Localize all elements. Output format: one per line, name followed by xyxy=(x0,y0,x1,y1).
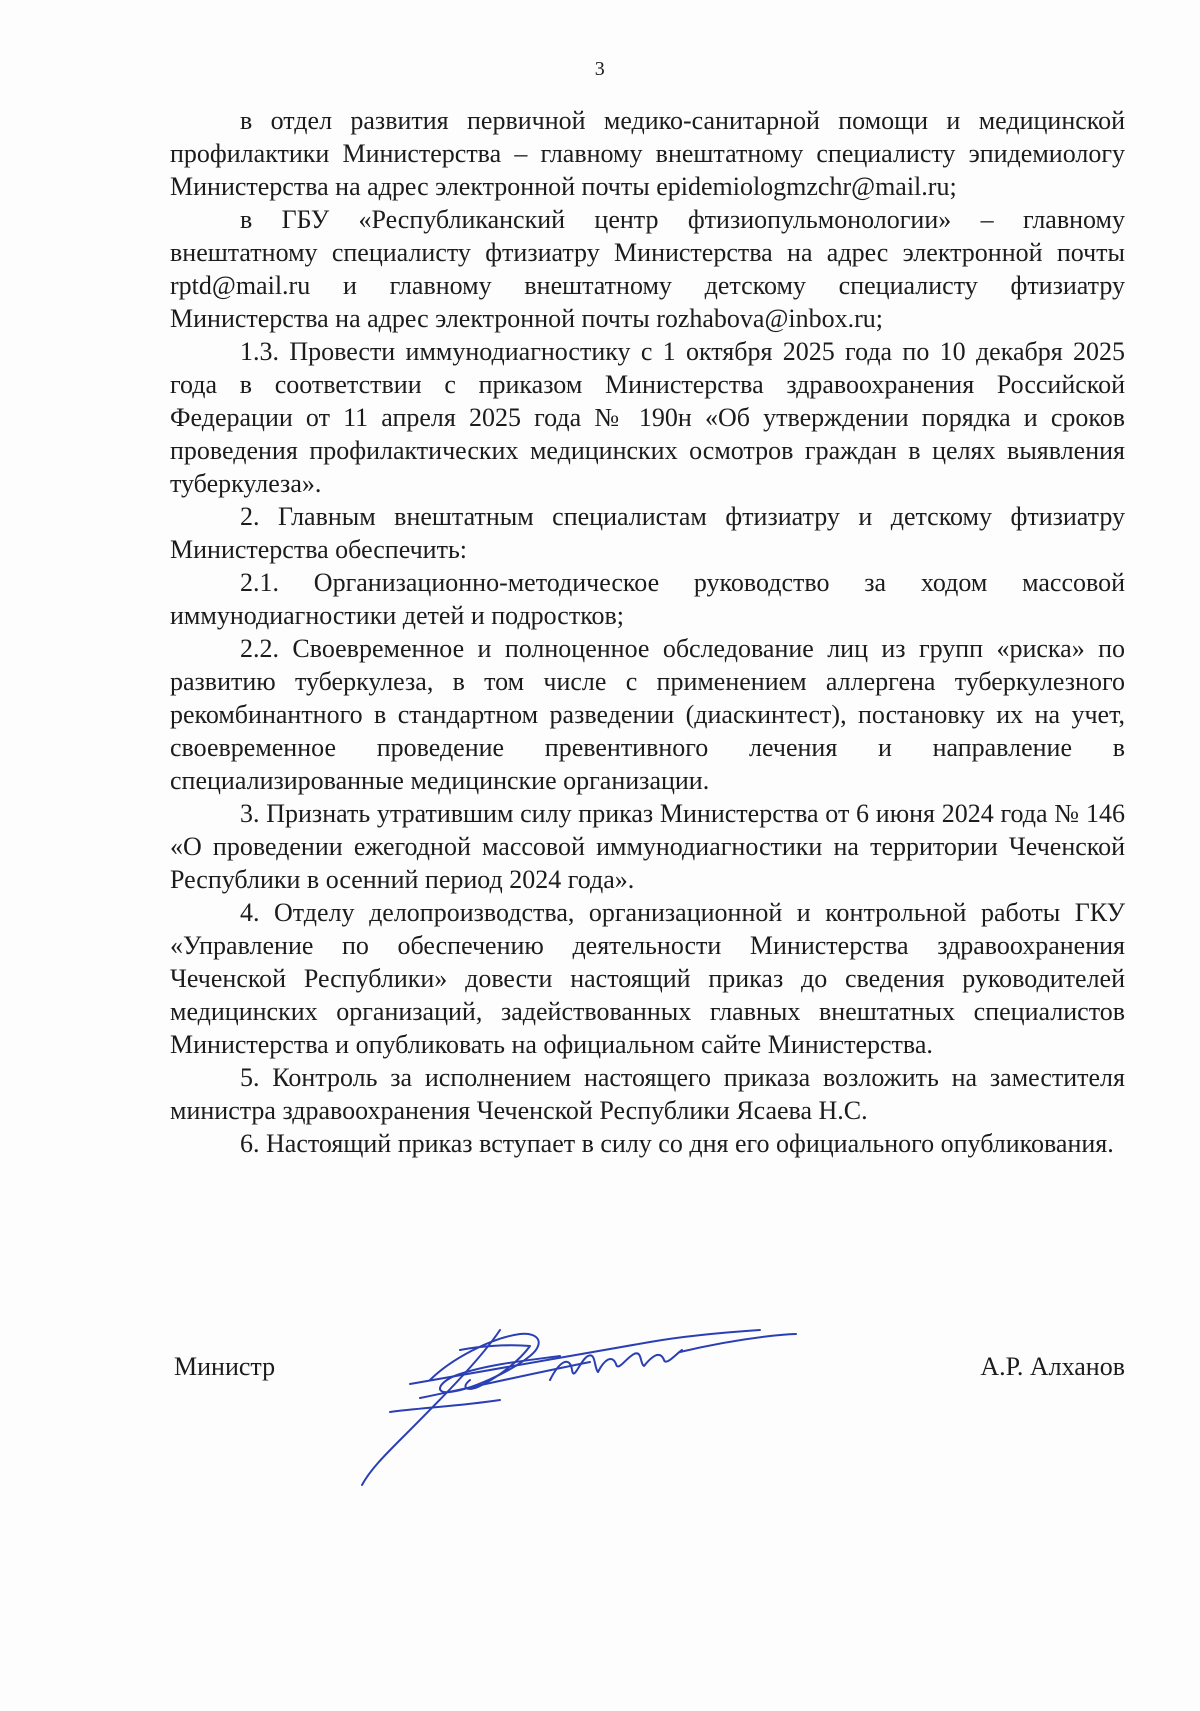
paragraph-clause-6: 6. Настоящий приказ вступает в силу со дня его официального опубликования. xyxy=(240,1129,1114,1158)
paragraph-clause-3: 3. Признать утратившим силу приказ Министерства от 6 июня 2024 года № 146 «О проведении ежегодной массовой иммунодиагностики на территории Чеченской Республики в осенний период 2024 года». xyxy=(170,799,1125,894)
handwritten-signature xyxy=(360,1320,800,1490)
paragraph-clause-2-2: 2.2. Своевременное и полноценное обследование лиц из групп «риска» по развитию туберкулеза, в том числе с применением аллергена туберкулезного рекомбинантного в стандартном разведении (диаскинтест), постановку их на учет, своевременное проведение превентивного лечения и направление в специализированные медицинские организации. xyxy=(170,634,1125,795)
paragraph-clause-5: 5. Контроль за исполнением настоящего приказа возложить на заместителя министра здравоохранения Чеченской Республики Ясаева Н.С. xyxy=(170,1063,1125,1125)
paragraph-clause-2-1: 2.1. Организационно-методическое руководство за ходом массовой иммунодиагностики детей и подростков; xyxy=(170,568,1125,630)
paragraph-epidemiologist-recipient: в отдел развития первичной медико-санитарной помощи и медицинской профилактики Министерства – главному внештатному специалисту эпидемиологу Министерства на адрес электронной почты epidemiologmzchr@mail.ru; xyxy=(170,106,1125,201)
paragraph-phthisiology-center-recipient: в ГБУ «Республиканский центр фтизиопульмонологии» – главному внештатному специалисту фтизиатру Министерства на адрес электронной почты rptd@mail.ru и главному внештатному детскому специалисту фтизиатру Министерства на адрес электронной почты rozhabova@inbox.ru; xyxy=(170,205,1125,333)
signature-block xyxy=(170,1350,1125,1550)
signatory-name: А.Р. Алханов xyxy=(980,1352,1125,1381)
paragraph-clause-4: 4. Отделу делопроизводства, организационной и контрольной работы ГКУ «Управление по обеспечению деятельности Министерства здравоохранения Чеченской Республики» довести настоящий приказ до сведения руководителей медицинских организаций, задействованных главных внештатных специалистов Министерства и опубликовать на официальном сайте Министерства. xyxy=(170,898,1125,1059)
document-body xyxy=(170,104,1125,1160)
signatory-title: Министр xyxy=(174,1352,276,1381)
page-number: 3 xyxy=(594,58,606,80)
paragraph-clause-2: 2. Главным внештатным специалистам фтизиатру и детскому фтизиатру Министерства обеспечить: xyxy=(170,502,1125,564)
paragraph-clause-1-3: 1.3. Провести иммунодиагностику с 1 октября 2025 года по 10 декабря 2025 года в соответствии с приказом Министерства здравоохранения Российской Федерации от 11 апреля 2025 года № 190н «Об утверждении порядка и сроков проведения профилактических медицинских осмотров граждан в целях выявления туберкулеза». xyxy=(170,337,1125,498)
